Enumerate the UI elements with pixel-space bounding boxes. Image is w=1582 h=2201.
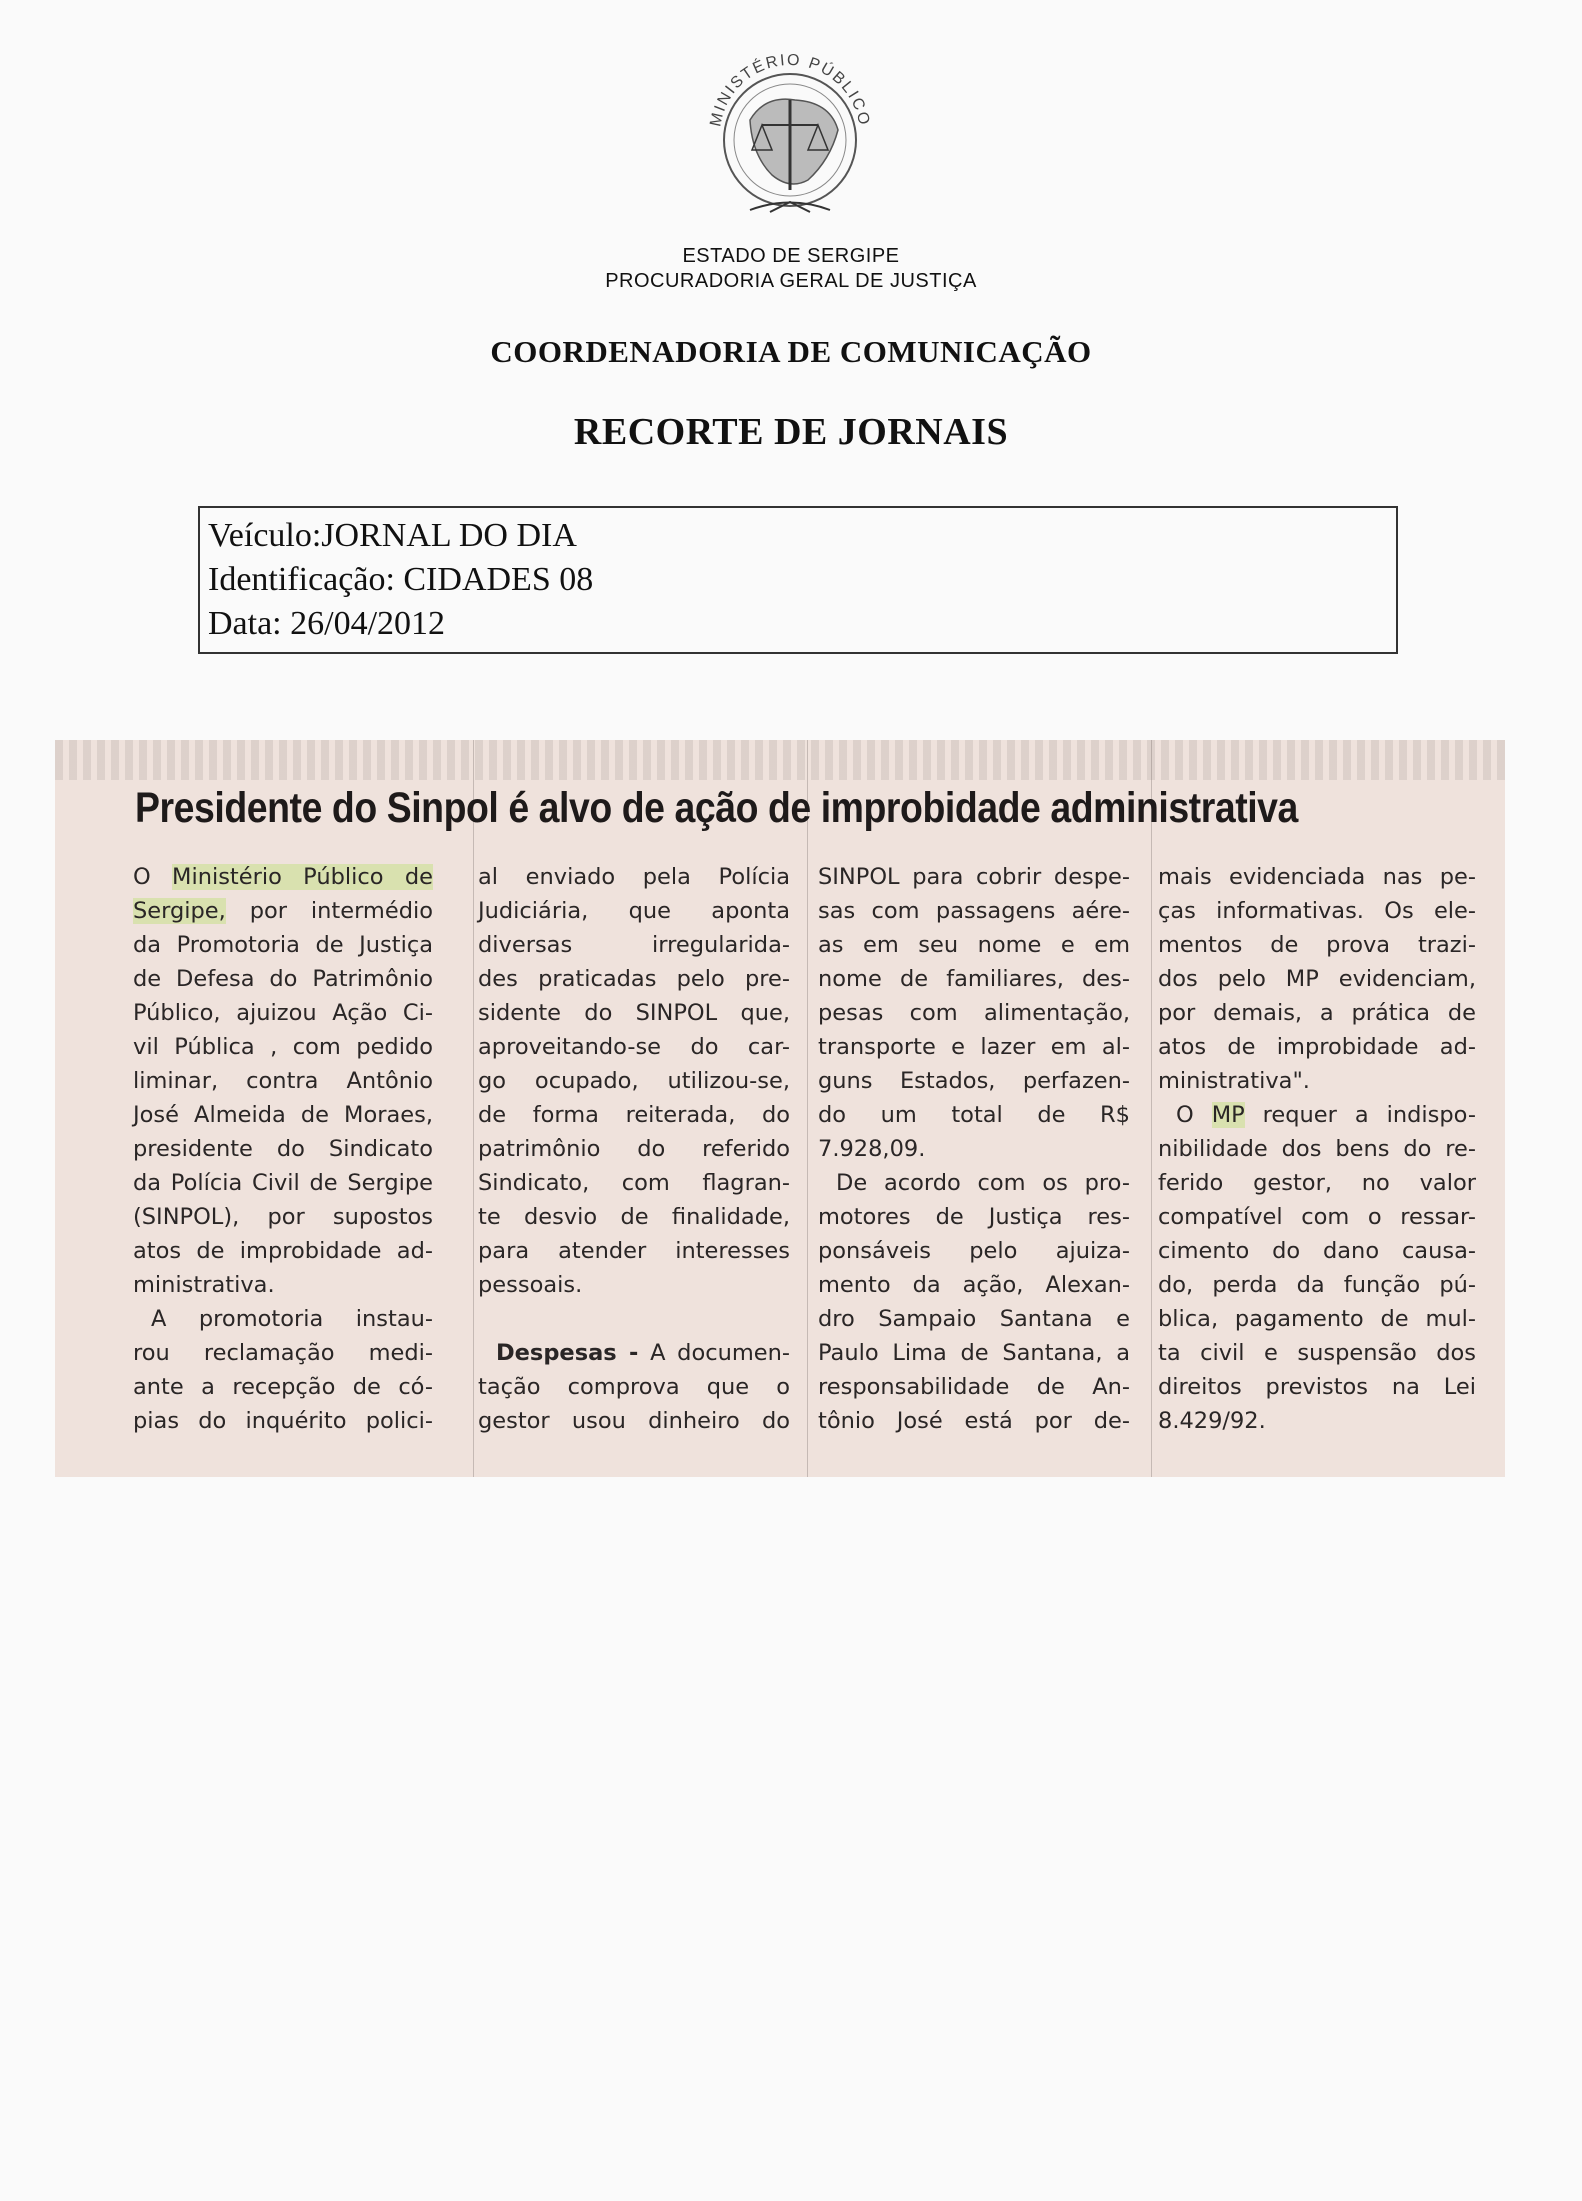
vehicle-line: Veículo:JORNAL DO DIA: [208, 517, 577, 554]
date-line: Data: 26/04/2012: [208, 605, 446, 642]
column-rule: [473, 740, 474, 1477]
article-column-3: SINPOL para cobrir despe- sas com passagens aére- as em seu nome e em nome de familiares, des- pesas com alimentação, transporte e lazer em al- guns Estados, perfazen- do um total de R$ 7.928,09. De acordo com os pro- motores de Justiça res- ponsáveis pelo ajuiza- mento da ação, Alexan- dro Sampaio Santana e Paulo Lima de Santana, a responsabilidade de An- tônio José está por de-: [818, 864, 1130, 1434]
department-title: COORDENADORIA DE COMUNICAÇÃO: [490, 334, 1092, 369]
clipping-info-box: [198, 506, 1398, 654]
column-rule: [807, 740, 808, 1477]
ministerio-publico-seal: [690, 40, 890, 240]
subhead-despesas: Despesas -: [496, 1340, 639, 1366]
article-headline: Presidente do Sinpol é alvo de ação de improbidade administrativa: [135, 784, 1298, 832]
article-column-4: mais evidenciada nas pe- ças informativas. Os ele- mentos de prova trazi- dos pelo MP evidenciam, por demais, a prática de atos de improbidade ad- ministrativa". O MP requer a indispo- nibilidade dos bens do re- ferido gestor, no valor compatível com o ressar- cimento do dano causa- do, perda da função pú- blica, pagamento de mul- ta civil e suspensão dos direitos previstos na Lei 8.429/92.: [1158, 864, 1476, 1434]
column-rule: [1151, 740, 1152, 1477]
newspaper-clipping: [55, 740, 1505, 1477]
state-name: ESTADO DE SERGIPE: [682, 245, 900, 267]
bleed-through-text: [55, 740, 1505, 780]
seal-text: MINISTÉRIO PÚBLICO: [707, 51, 873, 129]
identification-line: Identificação: CIDADES 08: [208, 561, 594, 598]
section-title: RECORTE DE JORNAIS: [573, 411, 1009, 453]
office-name: PROCURADORIA GERAL DE JUSTIÇA: [605, 270, 977, 292]
article-column-2: al enviado pela Polícia Judiciária, que aponta diversas irregularida- des praticadas pelo pre- sidente do SINPOL que, aproveitando-se do car- go ocupado, utilizou-se, de forma reiterada, do patrimônio do referido Sindicato, com flagran- te desvio de finalidade, para atender interesses pessoais. Despesas - A documen- tação comprova que o gestor usou dinheiro do: [478, 864, 790, 1434]
article-column-1: O Ministério Público de Sergipe, por intermédio da Promotoria de Justiça de Defesa do Patrimônio Público, ajuizou Ação Ci- vil Pública , com pedido liminar, contra Antônio José Almeida de Moraes, presidente do Sindicato da Polícia Civil de Sergipe (SINPOL), por supostos atos de improbidade ad- ministrativa. A promotoria instau- rou reclamação medi- ante a recepção de có- pias do inquérito polici-: [133, 864, 433, 1434]
